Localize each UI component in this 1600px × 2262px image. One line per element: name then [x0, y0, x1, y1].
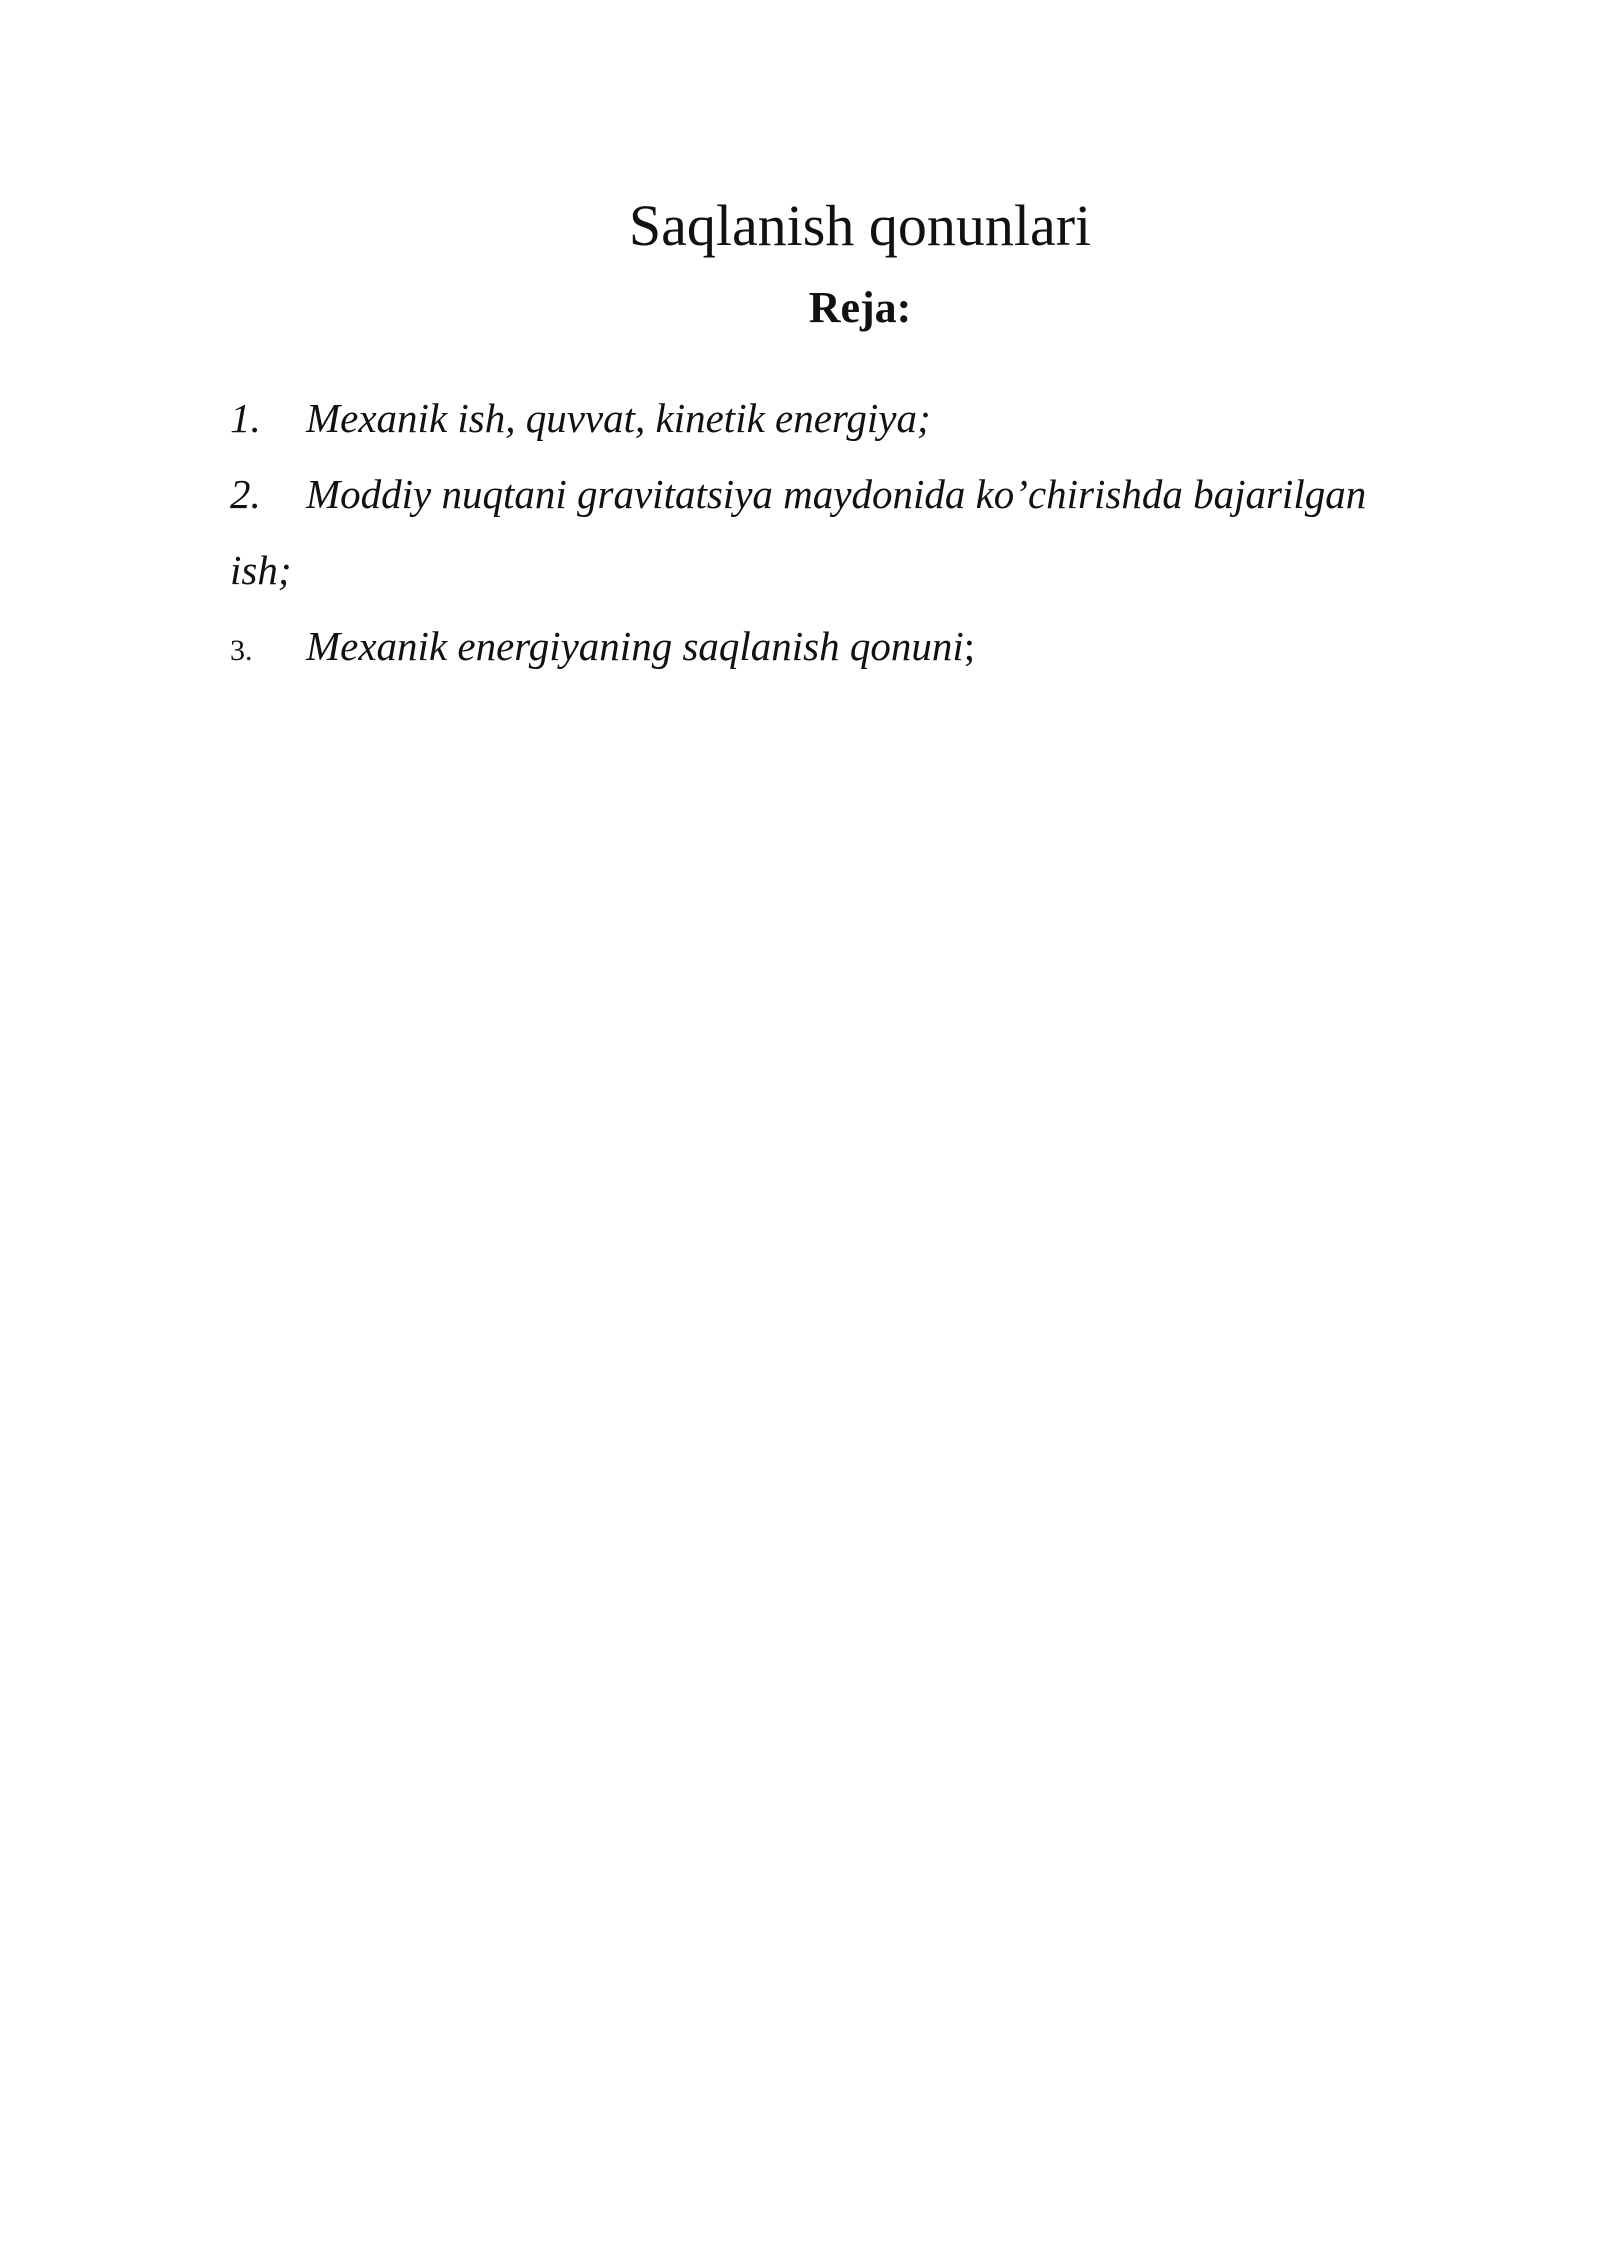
plan-list [230, 380, 1480, 689]
plan-item-number: 1. [230, 395, 261, 441]
plan-item-text: Mexanik ish, quvvat, kinetik energiya; [306, 395, 931, 441]
plan-heading: Reja: [808, 283, 912, 332]
plan-item-2 [230, 456, 1480, 608]
plan-item-1 [230, 380, 1480, 456]
plan-item-number: 2. [230, 471, 261, 517]
document-title: Saqlanish qonunlari [628, 192, 1092, 258]
plan-item-number: 3. [230, 634, 253, 667]
plan-item-trailing: ; [963, 623, 976, 669]
plan-item-text: Mexanik energiyaning saqlanish qonuni [306, 623, 964, 669]
plan-item-3 [230, 608, 1480, 689]
plan-item-text: Moddiy nuqtani gravitatsiya maydonida ko’chirishda bajarilgan [306, 471, 1367, 517]
plan-item-continuation: ish; [230, 547, 292, 593]
